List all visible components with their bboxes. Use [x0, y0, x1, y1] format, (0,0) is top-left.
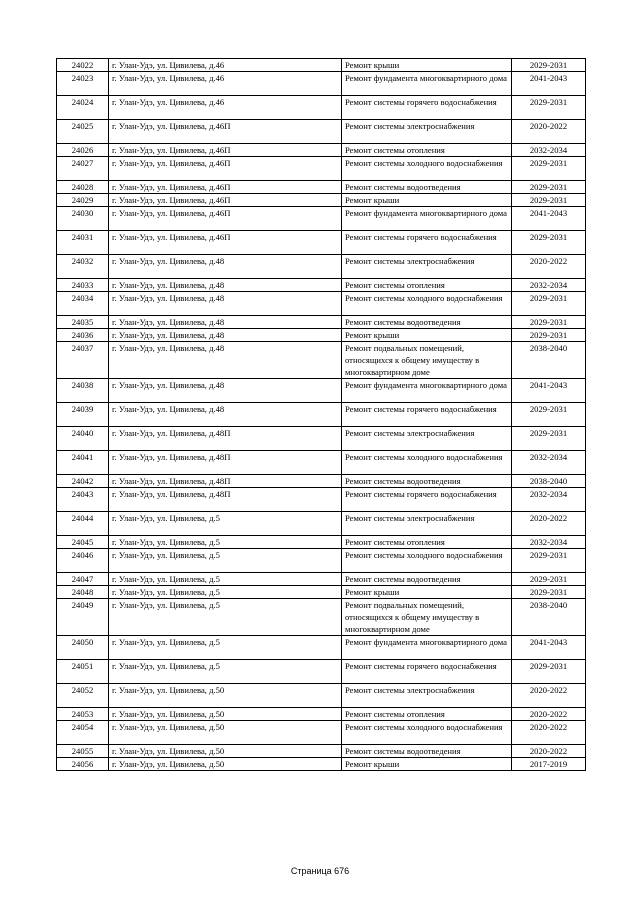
- address-cell: г. Улан-Удэ, ул. Цивилева, д.48П: [109, 488, 342, 512]
- address-cell: г. Улан-Удэ, ул. Цивилева, д.46: [109, 96, 342, 120]
- address-cell: г. Улан-Удэ, ул. Цивилева, д.5: [109, 660, 342, 684]
- period-cell: 2032-2034: [512, 536, 586, 549]
- period-cell: 2020-2022: [512, 745, 586, 758]
- address-cell: г. Улан-Удэ, ул. Цивилева, д.48: [109, 316, 342, 329]
- period-cell: 2029-2031: [512, 403, 586, 427]
- period-cell: 2029-2031: [512, 329, 586, 342]
- work-type-cell: Ремонт системы горячего водоснабжения: [342, 96, 512, 120]
- period-cell: 2032-2034: [512, 488, 586, 512]
- address-cell: г. Улан-Удэ, ул. Цивилева, д.50: [109, 708, 342, 721]
- table-row: [57, 255, 586, 279]
- work-type-cell: Ремонт подвальных помещений, относящихся к общему имуществу в многоквартирном доме: [342, 342, 512, 379]
- address-cell: г. Улан-Удэ, ул. Цивилева, д.48: [109, 403, 342, 427]
- period-cell: 2020-2022: [512, 255, 586, 279]
- table-row: [57, 512, 586, 536]
- address-cell: г. Улан-Удэ, ул. Цивилева, д.46: [109, 59, 342, 72]
- table-row: [57, 329, 586, 342]
- row-id-cell: 24028: [57, 181, 109, 194]
- address-cell: г. Улан-Удэ, ул. Цивилева, д.46П: [109, 231, 342, 255]
- work-type-cell: Ремонт системы электроснабжения: [342, 120, 512, 144]
- row-id-cell: 24029: [57, 194, 109, 207]
- table-row: [57, 660, 586, 684]
- address-cell: г. Улан-Удэ, ул. Цивилева, д.48: [109, 279, 342, 292]
- table-row: [57, 573, 586, 586]
- work-type-cell: Ремонт фундамента многоквартирного дома: [342, 379, 512, 403]
- address-cell: г. Улан-Удэ, ул. Цивилева, д.48: [109, 329, 342, 342]
- work-type-cell: Ремонт системы электроснабжения: [342, 512, 512, 536]
- period-cell: 2029-2031: [512, 586, 586, 599]
- address-cell: г. Улан-Удэ, ул. Цивилева, д.50: [109, 684, 342, 708]
- work-type-cell: Ремонт фундамента многоквартирного дома: [342, 72, 512, 96]
- address-cell: г. Улан-Удэ, ул. Цивилева, д.48П: [109, 451, 342, 475]
- address-cell: г. Улан-Удэ, ул. Цивилева, д.5: [109, 536, 342, 549]
- work-type-cell: Ремонт системы горячего водоснабжения: [342, 231, 512, 255]
- period-cell: 2041-2043: [512, 207, 586, 231]
- row-id-cell: 24053: [57, 708, 109, 721]
- address-cell: г. Улан-Удэ, ул. Цивилева, д.48: [109, 255, 342, 279]
- table-row: [57, 292, 586, 316]
- table-row: [57, 721, 586, 745]
- period-cell: 2029-2031: [512, 96, 586, 120]
- row-id-cell: 24037: [57, 342, 109, 379]
- table-row: [57, 59, 586, 72]
- work-type-cell: Ремонт системы холодного водоснабжения: [342, 451, 512, 475]
- period-cell: 2041-2043: [512, 72, 586, 96]
- work-type-cell: Ремонт системы электроснабжения: [342, 427, 512, 451]
- row-id-cell: 24039: [57, 403, 109, 427]
- table-row: [57, 599, 586, 636]
- table-row: [57, 194, 586, 207]
- period-cell: 2020-2022: [512, 684, 586, 708]
- period-cell: 2041-2043: [512, 379, 586, 403]
- table-row: [57, 120, 586, 144]
- period-cell: 2029-2031: [512, 231, 586, 255]
- period-cell: 2029-2031: [512, 59, 586, 72]
- row-id-cell: 24036: [57, 329, 109, 342]
- row-id-cell: 24023: [57, 72, 109, 96]
- row-id-cell: 24054: [57, 721, 109, 745]
- address-cell: г. Улан-Удэ, ул. Цивилева, д.46П: [109, 207, 342, 231]
- table-row: [57, 279, 586, 292]
- table-row: [57, 451, 586, 475]
- work-type-cell: Ремонт системы электроснабжения: [342, 684, 512, 708]
- table-body: [57, 59, 586, 771]
- row-id-cell: 24048: [57, 586, 109, 599]
- work-type-cell: Ремонт системы отопления: [342, 708, 512, 721]
- table-row: [57, 157, 586, 181]
- row-id-cell: 24047: [57, 573, 109, 586]
- work-type-cell: Ремонт системы отопления: [342, 536, 512, 549]
- row-id-cell: 24056: [57, 758, 109, 771]
- row-id-cell: 24026: [57, 144, 109, 157]
- row-id-cell: 24041: [57, 451, 109, 475]
- work-type-cell: Ремонт системы водоотведения: [342, 181, 512, 194]
- work-type-cell: Ремонт системы водоотведения: [342, 745, 512, 758]
- row-id-cell: 24044: [57, 512, 109, 536]
- table-row: [57, 475, 586, 488]
- table-row: [57, 708, 586, 721]
- address-cell: г. Улан-Удэ, ул. Цивилева, д.48П: [109, 427, 342, 451]
- work-type-cell: Ремонт системы холодного водоснабжения: [342, 721, 512, 745]
- period-cell: 2041-2043: [512, 636, 586, 660]
- table-row: [57, 586, 586, 599]
- table-row: [57, 144, 586, 157]
- address-cell: г. Улан-Удэ, ул. Цивилева, д.46П: [109, 181, 342, 194]
- work-type-cell: Ремонт системы водоотведения: [342, 316, 512, 329]
- period-cell: 2029-2031: [512, 194, 586, 207]
- address-cell: г. Улан-Удэ, ул. Цивилева, д.46П: [109, 194, 342, 207]
- table-row: [57, 96, 586, 120]
- work-type-cell: Ремонт крыши: [342, 758, 512, 771]
- table-row: [57, 316, 586, 329]
- period-cell: 2032-2034: [512, 451, 586, 475]
- table-row: [57, 231, 586, 255]
- page-number: Страница 676: [290, 866, 350, 876]
- row-id-cell: 24052: [57, 684, 109, 708]
- row-id-cell: 24050: [57, 636, 109, 660]
- repair-schedule-table: [56, 58, 586, 771]
- period-cell: 2032-2034: [512, 144, 586, 157]
- address-cell: г. Улан-Удэ, ул. Цивилева, д.50: [109, 758, 342, 771]
- work-type-cell: Ремонт крыши: [342, 59, 512, 72]
- row-id-cell: 24055: [57, 745, 109, 758]
- address-cell: г. Улан-Удэ, ул. Цивилева, д.48: [109, 379, 342, 403]
- table-row: [57, 379, 586, 403]
- address-cell: г. Улан-Удэ, ул. Цивилева, д.48: [109, 292, 342, 316]
- table-row: [57, 427, 586, 451]
- period-cell: 2029-2031: [512, 660, 586, 684]
- work-type-cell: Ремонт системы отопления: [342, 144, 512, 157]
- row-id-cell: 24045: [57, 536, 109, 549]
- row-id-cell: 24027: [57, 157, 109, 181]
- period-cell: 2020-2022: [512, 512, 586, 536]
- row-id-cell: 24033: [57, 279, 109, 292]
- row-id-cell: 24025: [57, 120, 109, 144]
- table-row: [57, 684, 586, 708]
- address-cell: г. Улан-Удэ, ул. Цивилева, д.5: [109, 636, 342, 660]
- work-type-cell: Ремонт системы водоотведения: [342, 475, 512, 488]
- work-type-cell: Ремонт системы горячего водоснабжения: [342, 403, 512, 427]
- row-id-cell: 24046: [57, 549, 109, 573]
- work-type-cell: Ремонт крыши: [342, 586, 512, 599]
- work-type-cell: Ремонт системы водоотведения: [342, 573, 512, 586]
- address-cell: г. Улан-Удэ, ул. Цивилева, д.5: [109, 586, 342, 599]
- table-row: [57, 181, 586, 194]
- period-cell: 2029-2031: [512, 427, 586, 451]
- address-cell: г. Улан-Удэ, ул. Цивилева, д.46П: [109, 120, 342, 144]
- table-row: [57, 745, 586, 758]
- work-type-cell: Ремонт системы холодного водоснабжения: [342, 292, 512, 316]
- period-cell: 2038-2040: [512, 475, 586, 488]
- row-id-cell: 24032: [57, 255, 109, 279]
- table-row: [57, 207, 586, 231]
- work-type-cell: Ремонт подвальных помещений, относящихся к общему имуществу в многоквартирном доме: [342, 599, 512, 636]
- row-id-cell: 24022: [57, 59, 109, 72]
- row-id-cell: 24043: [57, 488, 109, 512]
- work-type-cell: Ремонт системы горячего водоснабжения: [342, 488, 512, 512]
- period-cell: 2017-2019: [512, 758, 586, 771]
- address-cell: г. Улан-Удэ, ул. Цивилева, д.50: [109, 721, 342, 745]
- address-cell: г. Улан-Удэ, ул. Цивилева, д.48П: [109, 475, 342, 488]
- table-row: [57, 636, 586, 660]
- period-cell: 2029-2031: [512, 157, 586, 181]
- table-row: [57, 72, 586, 96]
- row-id-cell: 24024: [57, 96, 109, 120]
- period-cell: 2032-2034: [512, 279, 586, 292]
- period-cell: 2038-2040: [512, 599, 586, 636]
- row-id-cell: 24034: [57, 292, 109, 316]
- work-type-cell: Ремонт системы холодного водоснабжения: [342, 549, 512, 573]
- row-id-cell: 24038: [57, 379, 109, 403]
- table-row: [57, 536, 586, 549]
- work-type-cell: Ремонт фундамента многоквартирного дома: [342, 207, 512, 231]
- period-cell: 2029-2031: [512, 573, 586, 586]
- address-cell: г. Улан-Удэ, ул. Цивилева, д.48: [109, 342, 342, 379]
- address-cell: г. Улан-Удэ, ул. Цивилева, д.50: [109, 745, 342, 758]
- address-cell: г. Улан-Удэ, ул. Цивилева, д.5: [109, 599, 342, 636]
- table-row: [57, 403, 586, 427]
- row-id-cell: 24030: [57, 207, 109, 231]
- table-row: [57, 488, 586, 512]
- row-id-cell: 24049: [57, 599, 109, 636]
- table-row: [57, 342, 586, 379]
- period-cell: 2029-2031: [512, 181, 586, 194]
- period-cell: 2020-2022: [512, 120, 586, 144]
- row-id-cell: 24035: [57, 316, 109, 329]
- work-type-cell: Ремонт фундамента многоквартирного дома: [342, 636, 512, 660]
- period-cell: 2038-2040: [512, 342, 586, 379]
- row-id-cell: 24031: [57, 231, 109, 255]
- period-cell: 2029-2031: [512, 549, 586, 573]
- work-type-cell: Ремонт системы отопления: [342, 279, 512, 292]
- address-cell: г. Улан-Удэ, ул. Цивилева, д.5: [109, 512, 342, 536]
- row-id-cell: 24040: [57, 427, 109, 451]
- work-type-cell: Ремонт системы электроснабжения: [342, 255, 512, 279]
- row-id-cell: 24042: [57, 475, 109, 488]
- row-id-cell: 24051: [57, 660, 109, 684]
- address-cell: г. Улан-Удэ, ул. Цивилева, д.5: [109, 573, 342, 586]
- address-cell: г. Улан-Удэ, ул. Цивилева, д.46П: [109, 157, 342, 181]
- period-cell: 2029-2031: [512, 292, 586, 316]
- address-cell: г. Улан-Удэ, ул. Цивилева, д.46П: [109, 144, 342, 157]
- work-type-cell: Ремонт крыши: [342, 194, 512, 207]
- period-cell: 2029-2031: [512, 316, 586, 329]
- address-cell: г. Улан-Удэ, ул. Цивилева, д.46: [109, 72, 342, 96]
- period-cell: 2020-2022: [512, 708, 586, 721]
- table-row: [57, 549, 586, 573]
- work-type-cell: Ремонт системы горячего водоснабжения: [342, 660, 512, 684]
- table-row: [57, 758, 586, 771]
- work-type-cell: Ремонт крыши: [342, 329, 512, 342]
- work-type-cell: Ремонт системы холодного водоснабжения: [342, 157, 512, 181]
- address-cell: г. Улан-Удэ, ул. Цивилева, д.5: [109, 549, 342, 573]
- period-cell: 2020-2022: [512, 721, 586, 745]
